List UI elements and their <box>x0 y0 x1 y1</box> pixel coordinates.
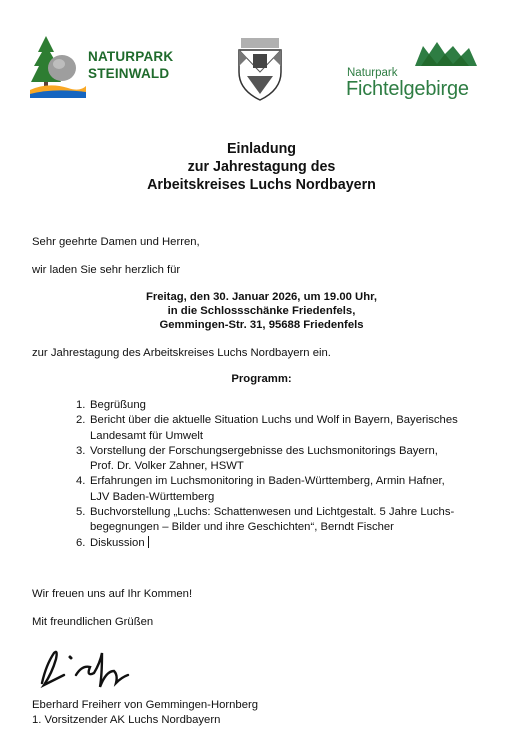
family-crest-logo <box>233 36 287 106</box>
purpose-text: zur Jahrestagung des Arbeitskreises Luchs Nordbayern ein. <box>32 347 331 359</box>
program-item <box>76 398 506 413</box>
program-item-number: 6. <box>76 536 86 549</box>
closing-line-2: Mit freundlichen Grüßen <box>32 616 154 628</box>
program-item <box>76 444 506 475</box>
steinwald-line2: STEINWALD <box>88 66 170 81</box>
program-item-text: Buchvorstellung „Luchs: Schattenwesen und Lichtgestalt. 5 Jahre Luchs- <box>90 506 455 519</box>
program-item-number: 3. <box>76 444 86 457</box>
program-item-text: Vorstellung der Forschungsergebnisse des Luchsmonitorings Bayern, <box>90 444 438 457</box>
closing-line-1: Wir freuen uns auf Ihr Kommen! <box>32 588 193 600</box>
event-date: Freitag, den 30. Januar 2026, um 19.00 Uhr, <box>145 291 378 303</box>
fichtelgebirge-line2: Fichtelgebirge <box>346 78 469 100</box>
program-item-text: Prof. Dr. Volker Zahner, HSWT <box>90 460 244 473</box>
program-item-text: Erfahrungen im Luchsmonitoring in Baden-Württemberg, Armin Hafner, <box>90 475 445 488</box>
program-item <box>76 413 506 444</box>
title-line2: zur Jahrestagung des <box>187 159 336 175</box>
steinwald-tree-icon <box>28 34 88 98</box>
program-item-label: Diskussion <box>90 536 145 549</box>
program-item-number: 4. <box>76 475 86 488</box>
event-address: Gemmingen-Str. 31, 95688 Friedenfels <box>159 319 364 331</box>
program-list <box>76 398 506 551</box>
event-venue: in die Schlossschänke Friedenfels, <box>167 305 356 317</box>
program-item <box>76 474 506 505</box>
signer-name: Eberhard Freiherr von Gemmingen-Hornberg <box>32 699 259 711</box>
program-item-text: Bericht über die aktuelle Situation Luchs und Wolf in Bayern, Bayerisches <box>90 414 458 427</box>
title-line1: Einladung <box>226 141 297 157</box>
steinwald-line1: NATURPARK <box>88 49 174 64</box>
program-item <box>76 536 506 551</box>
program-heading: Programm: <box>231 373 292 385</box>
naturpark-steinwald-logo <box>28 34 188 98</box>
program-item-number: 2. <box>76 414 86 427</box>
steinwald-wordmark <box>88 48 173 82</box>
program-item-text[interactable] <box>90 536 506 551</box>
program-item-number: 5. <box>76 506 86 519</box>
event-details <box>0 290 523 332</box>
program-item-number: 1. <box>76 399 86 411</box>
naturpark-fichtelgebirge-logo <box>345 40 480 102</box>
fichtelgebirge-line1: Naturpark <box>347 67 398 79</box>
intro-text: wir laden Sie sehr herzlich für <box>32 264 181 276</box>
salutation: Sehr geehrte Damen und Herren, <box>32 236 200 248</box>
fichtelgebirge-mountains-icon <box>345 40 480 68</box>
program-item-text: begegnungen – Bilder und ihre Geschichten“, Berndt Fischer <box>90 521 394 534</box>
signer-role: 1. Vorsitzender AK Luchs Nordbayern <box>32 714 221 726</box>
title-line3: Arbeitskreises Luchs Nordbayern <box>147 177 376 193</box>
program-item <box>76 505 506 536</box>
handwritten-signature <box>36 645 136 690</box>
program-item-text: LJV Baden-Württemberg <box>90 490 215 503</box>
program-item-text: Begrüßung <box>90 399 146 411</box>
program-item-text: Landesamt für Umwelt <box>90 429 204 442</box>
crest-icon <box>233 36 287 106</box>
invitation-title <box>0 140 523 194</box>
text-cursor <box>148 536 149 548</box>
